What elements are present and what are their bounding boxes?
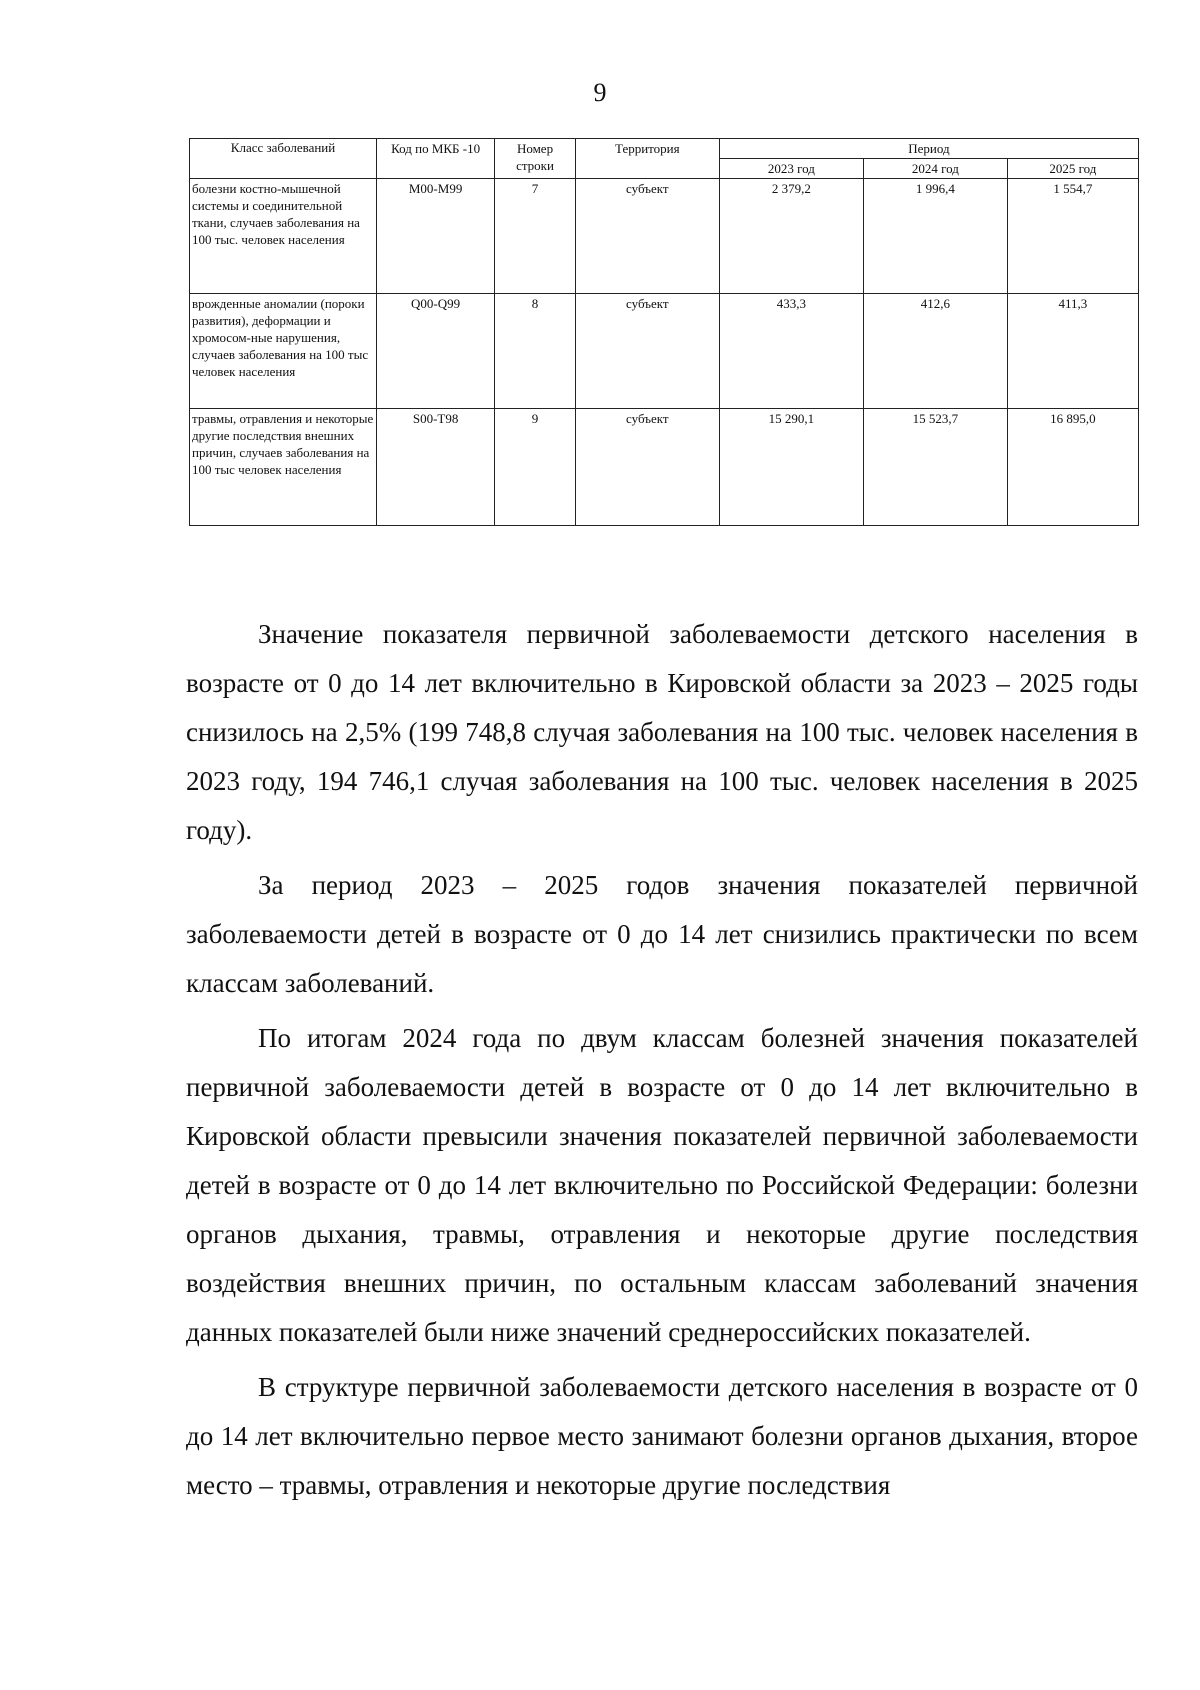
paragraph: По итогам 2024 года по двум классам болезней значения показателей первичной заболеваемости детей в возрасте от 0 до 14 лет включительно в Кировской области превысили значения показателей первичной заболеваемости детей в возрасте от 0 до 14 лет включительно по Российской Федерации: болезни органов дыхания, травмы, отравления и некоторые другие последствия воздействия внешних причин, по остальным классам заболеваний значения данных показателей были ниже значений среднероссийских показателей. [186,1023,1138,1347]
table-row [190,294,1139,409]
cell-class: травмы, отравления и некоторые другие последствия внешних причин, случаев заболевания на 100 тыс человек населения [190,409,377,526]
paragraph: В структуре первичной заболеваемости детского населения в возрасте от 0 до 14 лет включительно первое место занимают болезни органов дыхания, второе место – травмы, отравления и некоторые другие последствия [186,1372,1138,1500]
cell-value-2025: 411,3 [1007,294,1138,409]
morbidity-table [189,138,1139,526]
cell-territory: субъект [575,409,719,526]
cell-code: Q00-Q99 [377,294,495,409]
cell-value-2023: 15 290,1 [719,409,863,526]
cell-row-number: 7 [495,179,576,294]
cell-territory: субъект [575,179,719,294]
header-year-2025: 2025 год [1007,159,1138,179]
cell-row-number: 8 [495,294,576,409]
cell-value-2024: 15 523,7 [863,409,1007,526]
paragraph: Значение показателя первичной заболеваемости детского населения в возрасте от 0 до 14 лет включительно в Кировской области за 2023 – 2025 годы снизилось на 2,5% (199 748,8 случая заболевания на 100 тыс. человек населения в 2023 году, 194 746,1 случая заболевания на 100 тыс. человек населения в 2025 году). [186,619,1138,845]
header-code: Код по МКБ -10 [377,139,495,179]
cell-territory: субъект [575,294,719,409]
cell-value-2024: 412,6 [863,294,1007,409]
header-year-2023: 2023 год [719,159,863,179]
cell-code: S00-T98 [377,409,495,526]
header-class: Класс заболеваний [190,139,377,179]
table-row [190,179,1139,294]
body-text [186,610,1138,1516]
cell-code: M00-M99 [377,179,495,294]
header-territory: Территория [575,139,719,179]
header-year-2024: 2024 год [863,159,1007,179]
cell-value-2024: 1 996,4 [863,179,1007,294]
header-row-number: Номер строки [495,139,576,179]
cell-class: врожденные аномалии (пороки развития), деформации и хромосом-ные нарушения, случаев заболевания на 100 тыс человек населения [190,294,377,409]
table-header-row [190,139,1139,159]
cell-value-2025: 16 895,0 [1007,409,1138,526]
table-row [190,409,1139,526]
cell-value-2023: 2 379,2 [719,179,863,294]
cell-class: болезни костно-мышечной системы и соединительной ткани, случаев заболевания на 100 тыс. человек населения [190,179,377,294]
page-number: 9 [593,78,607,107]
cell-row-number: 9 [495,409,576,526]
cell-value-2025: 1 554,7 [1007,179,1138,294]
paragraph: За период 2023 – 2025 годов значения показателей первичной заболеваемости детей в возрасте от 0 до 14 лет снизились практически по всем классам заболеваний. [186,870,1138,998]
cell-value-2023: 433,3 [719,294,863,409]
header-period: Период [719,139,1138,159]
